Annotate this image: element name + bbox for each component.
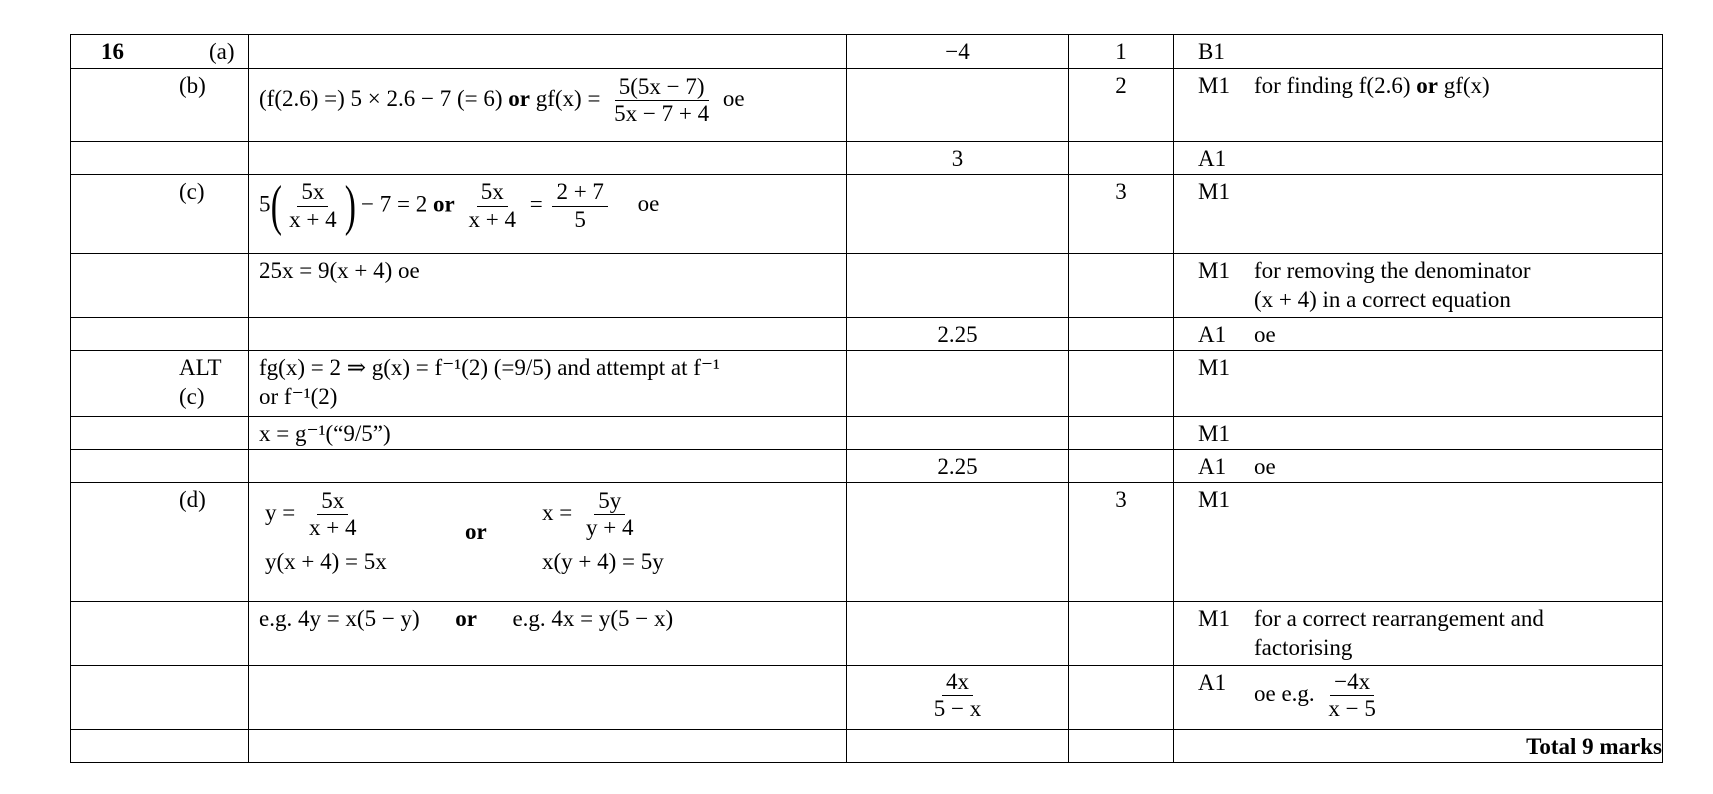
notes-cell — [1174, 318, 1663, 351]
working-cell — [249, 602, 847, 666]
question-cell — [71, 351, 249, 417]
denominator: x + 4 — [289, 206, 337, 232]
or-keyword: or — [455, 606, 477, 631]
numerator: 5y — [594, 488, 625, 515]
right-paren: ) — [344, 175, 356, 237]
part-label: (c) — [179, 179, 205, 204]
mark-cell — [1069, 730, 1174, 763]
notes-cell — [1174, 351, 1663, 417]
table-row — [71, 602, 1663, 666]
working-text: e.g. 4y = x(5 − y) — [259, 606, 420, 631]
note-text: factorising — [1254, 634, 1353, 660]
working-cell: x = g⁻¹(“9/5”) — [249, 417, 847, 450]
mark-code: A1 — [1198, 670, 1227, 695]
notes-cell — [1174, 142, 1663, 175]
mark-code: A1 — [1198, 146, 1227, 171]
notes-cell — [1174, 175, 1663, 254]
numerator: −4x — [1330, 669, 1374, 696]
working-cell — [249, 35, 847, 69]
mark-cell — [1069, 602, 1174, 666]
numerator: 5x — [317, 488, 348, 515]
mark-code: A1 — [1198, 454, 1227, 479]
numerator: 5x — [297, 179, 328, 206]
denominator: 5 — [574, 206, 586, 232]
table-row — [71, 666, 1663, 730]
table-row — [71, 483, 1663, 602]
mark-cell: 2 — [1069, 69, 1174, 142]
fraction — [610, 74, 713, 128]
numerator: 4x — [942, 669, 973, 696]
denominator: y + 4 — [585, 515, 634, 541]
working-text: gf(x) = — [535, 86, 601, 112]
part-label: (c) — [179, 383, 205, 409]
question-cell — [71, 417, 249, 450]
mark-code: M1 — [1198, 355, 1230, 380]
working-cell — [249, 351, 847, 417]
working-text: fg(x) = 2 ⇒ g(x) = f⁻¹(2) (=9/5) and attempt at f⁻¹ — [259, 355, 720, 380]
table-row — [71, 318, 1663, 351]
working-text: x(y + 4) = 5y — [542, 548, 664, 574]
or-keyword: or — [465, 519, 487, 544]
equals-sign: = — [529, 191, 543, 217]
working-text: − 7 = 2 — [361, 191, 428, 217]
or-keyword: or — [508, 86, 530, 112]
denominator: 5x − 7 + 4 — [614, 101, 710, 127]
note-text: for removing the denominator — [1254, 258, 1531, 283]
table-row — [71, 175, 1663, 254]
denominator: x + 4 — [308, 515, 357, 541]
working-text: or f⁻¹(2) — [259, 383, 338, 409]
note-text: oe e.g. — [1254, 681, 1315, 707]
numerator: 5x — [477, 179, 508, 206]
question-cell — [71, 730, 249, 763]
question-cell — [71, 666, 249, 730]
note-text: for a correct rearrangement and — [1254, 606, 1544, 631]
answer-cell — [847, 417, 1069, 450]
notes-cell — [1174, 666, 1663, 730]
left-paren: ( — [270, 175, 282, 237]
answer-cell — [847, 254, 1069, 318]
mark-code: M1 — [1198, 606, 1230, 631]
working-cell — [249, 730, 847, 763]
question-cell — [71, 35, 249, 69]
mark-code: M1 — [1198, 73, 1230, 98]
question-cell — [71, 602, 249, 666]
mark-cell: 3 — [1069, 483, 1174, 602]
working-cell — [249, 450, 847, 483]
question-cell — [71, 450, 249, 483]
denominator: 5 − x — [933, 696, 982, 722]
notes-cell — [1174, 483, 1663, 602]
notes-cell — [1174, 450, 1663, 483]
mark-code: M1 — [1198, 179, 1230, 204]
note-text: oe — [1254, 454, 1276, 479]
table-row — [71, 730, 1663, 763]
fraction — [305, 488, 360, 542]
mark-cell — [1069, 318, 1174, 351]
part-label: (b) — [179, 73, 206, 98]
or-keyword: or — [433, 191, 455, 217]
total-marks: Total 9 marks — [1174, 730, 1663, 763]
note-text: oe — [1254, 322, 1276, 347]
mark-scheme-table — [70, 34, 1663, 763]
mark-code: M1 — [1198, 487, 1230, 512]
answer-cell — [847, 483, 1069, 602]
mark-cell — [1069, 351, 1174, 417]
working-text: oe — [637, 191, 660, 217]
numerator: 2 + 7 — [552, 179, 607, 206]
working-cell — [249, 666, 847, 730]
working-text: e.g. 4x = y(5 − x) — [512, 606, 674, 631]
working-cell — [249, 318, 847, 351]
mark-cell — [1069, 450, 1174, 483]
working-cell — [249, 69, 847, 142]
table-row — [71, 254, 1663, 318]
answer-cell — [847, 602, 1069, 666]
answer-cell: 2.25 — [847, 450, 1069, 483]
question-number: 16 — [101, 39, 124, 64]
mark-code: M1 — [1198, 421, 1230, 446]
working-text: y = — [265, 500, 296, 526]
working-cell: 25x = 9(x + 4) oe — [249, 254, 847, 318]
table-row — [71, 35, 1663, 69]
table-row — [71, 351, 1663, 417]
answer-cell — [847, 351, 1069, 417]
or-keyword: or — [1416, 73, 1438, 98]
table-row — [71, 69, 1663, 142]
working-text: 5 — [259, 191, 271, 217]
mark-cell: 1 — [1069, 35, 1174, 69]
notes-cell — [1174, 417, 1663, 450]
fraction — [930, 669, 985, 723]
note-text: for finding f(2.6) — [1254, 73, 1411, 98]
table-row — [71, 142, 1663, 175]
mark-cell — [1069, 254, 1174, 318]
question-cell — [71, 318, 249, 351]
notes-cell — [1174, 254, 1663, 318]
note-text: gf(x) — [1443, 73, 1490, 98]
question-cell — [71, 175, 249, 254]
note-text: (x + 4) in a correct equation — [1254, 286, 1511, 312]
notes-cell — [1174, 602, 1663, 666]
mark-code: M1 — [1198, 258, 1230, 283]
mark-cell: 3 — [1069, 175, 1174, 254]
working-text: x = — [542, 500, 573, 526]
notes-cell — [1174, 35, 1663, 69]
working-text: y(x + 4) = 5x — [265, 548, 387, 574]
fraction — [285, 179, 340, 233]
answer-cell — [847, 175, 1069, 254]
part-label: (a) — [209, 39, 235, 64]
answer-cell — [847, 730, 1069, 763]
answer-cell — [847, 69, 1069, 142]
question-cell — [71, 69, 249, 142]
answer-cell: 3 — [847, 142, 1069, 175]
fraction — [464, 179, 519, 233]
table-row — [71, 450, 1663, 483]
mark-cell — [1069, 666, 1174, 730]
working-text: oe — [722, 86, 745, 112]
question-cell — [71, 142, 249, 175]
fraction — [1324, 669, 1379, 723]
question-cell — [71, 483, 249, 602]
answer-cell: 2.25 — [847, 318, 1069, 351]
mark-code: B1 — [1198, 39, 1225, 64]
denominator: x + 4 — [468, 206, 516, 232]
working-cell — [249, 142, 847, 175]
working-cell — [249, 483, 847, 602]
answer-cell — [847, 666, 1069, 730]
notes-cell — [1174, 69, 1663, 142]
denominator: x − 5 — [1328, 696, 1376, 722]
part-label: (d) — [179, 487, 206, 512]
mark-code: A1 — [1198, 322, 1227, 347]
working-cell — [249, 175, 847, 254]
mark-cell — [1069, 142, 1174, 175]
fraction — [582, 488, 637, 542]
working-text: (f(2.6) =) 5 × 2.6 − 7 (= 6) — [259, 86, 503, 112]
table-row — [71, 417, 1663, 450]
mark-cell — [1069, 417, 1174, 450]
answer-cell: −4 — [847, 35, 1069, 69]
fraction — [552, 179, 607, 233]
part-label: ALT — [179, 355, 222, 380]
numerator: 5(5x − 7) — [615, 74, 709, 101]
question-cell — [71, 254, 249, 318]
